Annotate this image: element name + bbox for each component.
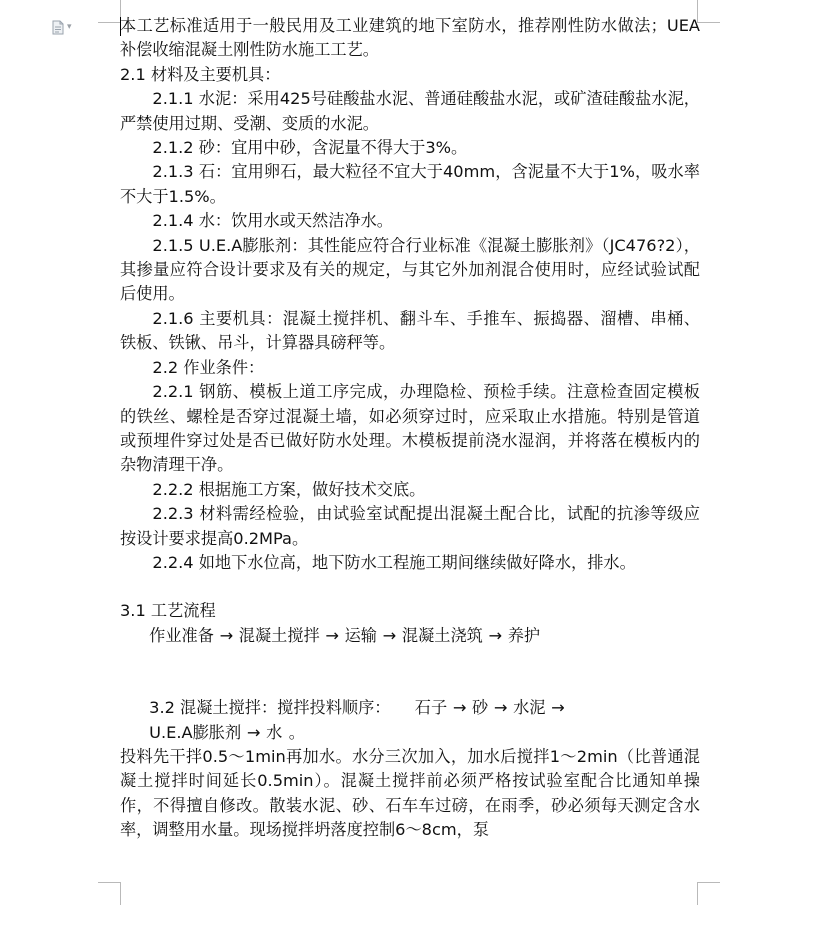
arrow-right-icon: → [488, 625, 503, 645]
paragraph-2-2-3: 2.2.3 材料需经检验，由试验室试配提出混凝土配合比，试配的抗渗等级应按设计要求提高0.2MPa。 [120, 504, 700, 548]
paragraph-2-1-6: 2.1.6 主要机具：混凝土搅拌机、翻斗车、手推车、振捣器、溜槽、串桶、铁板、铁锹、吊斗，计算器具磅秤等。 [120, 308, 700, 353]
intro-paragraph: 本工艺标准适用于一般民用及工业建筑的地下室防水，推荐刚性防水做法；UEA补偿收缩混凝土刚性防水施工工艺。 [120, 16, 700, 60]
arrow-right-icon: → [219, 625, 234, 645]
flow-step: 混凝土搅拌 [238, 625, 320, 645]
seq-item: 石子 [414, 698, 448, 718]
paragraph-2-2-1: 2.2.1 钢筋、模板上道工序完成，办理隐检、预检手续。注意检查固定模板的铁丝、螺栓是否穿过混凝土墙，如必须穿过时，应采取止水措施。特别是管道或预埋件穿过处是否已做好防水处理。木模板提前浇水湿润，并将落在模板内的杂物清理干净。 [120, 382, 700, 475]
paragraph-2-1-2: 2.1.2 砂：宜用中砂，含泥量不得大于3%。 [152, 138, 468, 158]
process-flow [120, 624, 700, 648]
paragraph-3-2-body: 投料先干拌0.5～1min再加水。水分三次加入，加水后搅拌1～2min（比普通混凝土搅拌时间延长0.5min）。混凝土搅拌前必须严格按试验室配合比通知单操作，不得擅自修改。散装水泥、砂、石车车过磅，在雨季，砂必须每天测定含水率，调整用水量。现场搅拌坍落度控制6～8cm，泵 [120, 746, 700, 840]
margin-mark-top-right [697, 0, 720, 23]
blank-lines [120, 648, 700, 696]
arrow-right-icon: → [325, 625, 339, 645]
document-menu[interactable] [52, 18, 80, 36]
seq-item: U.E.A膨胀剂 [149, 722, 242, 742]
mixing-sequence-line-1 [120, 696, 700, 720]
seq-item: 水 [266, 722, 283, 742]
sequence-end: 。 [288, 722, 305, 742]
document-icon [52, 20, 64, 35]
paragraph-2-1-3: 2.1.3 石：宜用卵石，最大粒径不宜大于40mm，含泥量不大于1%，吸水率不大于1.5%。 [120, 162, 700, 206]
seq-item: 水泥 [513, 698, 546, 718]
margin-mark-bottom-right [697, 882, 720, 905]
section-heading-2-1: 2.1 材料及主要机具： [120, 64, 281, 84]
flow-step: 运输 [344, 625, 377, 645]
seq-item: 砂 [472, 698, 489, 718]
arrow-right-icon: → [493, 698, 508, 718]
paragraph-2-2-2: 2.2.2 根据施工方案，做好技术交底。 [152, 479, 426, 499]
paragraph-2-2-4: 2.2.4 如地下水位高，地下防水工程施工期间继续做好降水，排水。 [152, 552, 636, 572]
paragraph-2-1-4: 2.1.4 水：饮用水或天然洁净水。 [152, 211, 393, 231]
arrow-right-icon: → [452, 698, 467, 718]
paragraph-2-1-1: 2.1.1 水泥：采用425号硅酸盐水泥、普通硅酸盐水泥，或矿渣硅酸盐水泥，严禁使用过期、受潮、变质的水泥。 [120, 89, 700, 133]
flow-step: 作业准备 [149, 625, 214, 645]
mixing-sequence-line-2 [120, 721, 700, 745]
flow-step: 养护 [507, 625, 541, 645]
flow-step: 混凝土浇筑 [401, 625, 483, 645]
section-heading-3-1: 3.1 工艺流程 [120, 601, 216, 621]
blank-line [120, 575, 700, 599]
margin-mark-top-left [98, 0, 121, 23]
arrow-right-icon: → [551, 698, 565, 718]
chevron-down-icon: ▾ [67, 21, 72, 32]
section-heading-2-2: 2.2 作业条件： [152, 357, 265, 377]
section-heading-3-2: 3.2 混凝土搅拌：搅拌投料顺序： [149, 698, 391, 718]
arrow-right-icon: → [246, 722, 261, 742]
arrow-right-icon: → [382, 625, 397, 645]
paragraph-2-1-5: 2.1.5 U.E.A膨胀剂：其性能应符合行业标准《混凝土膨胀剂》（JC476?2），其掺量应符合设计要求及有关的规定，与其它外加剂混合使用时，应经试验试配后使用。 [120, 235, 700, 304]
margin-mark-bottom-left [98, 882, 121, 905]
document-body[interactable] [120, 14, 700, 843]
